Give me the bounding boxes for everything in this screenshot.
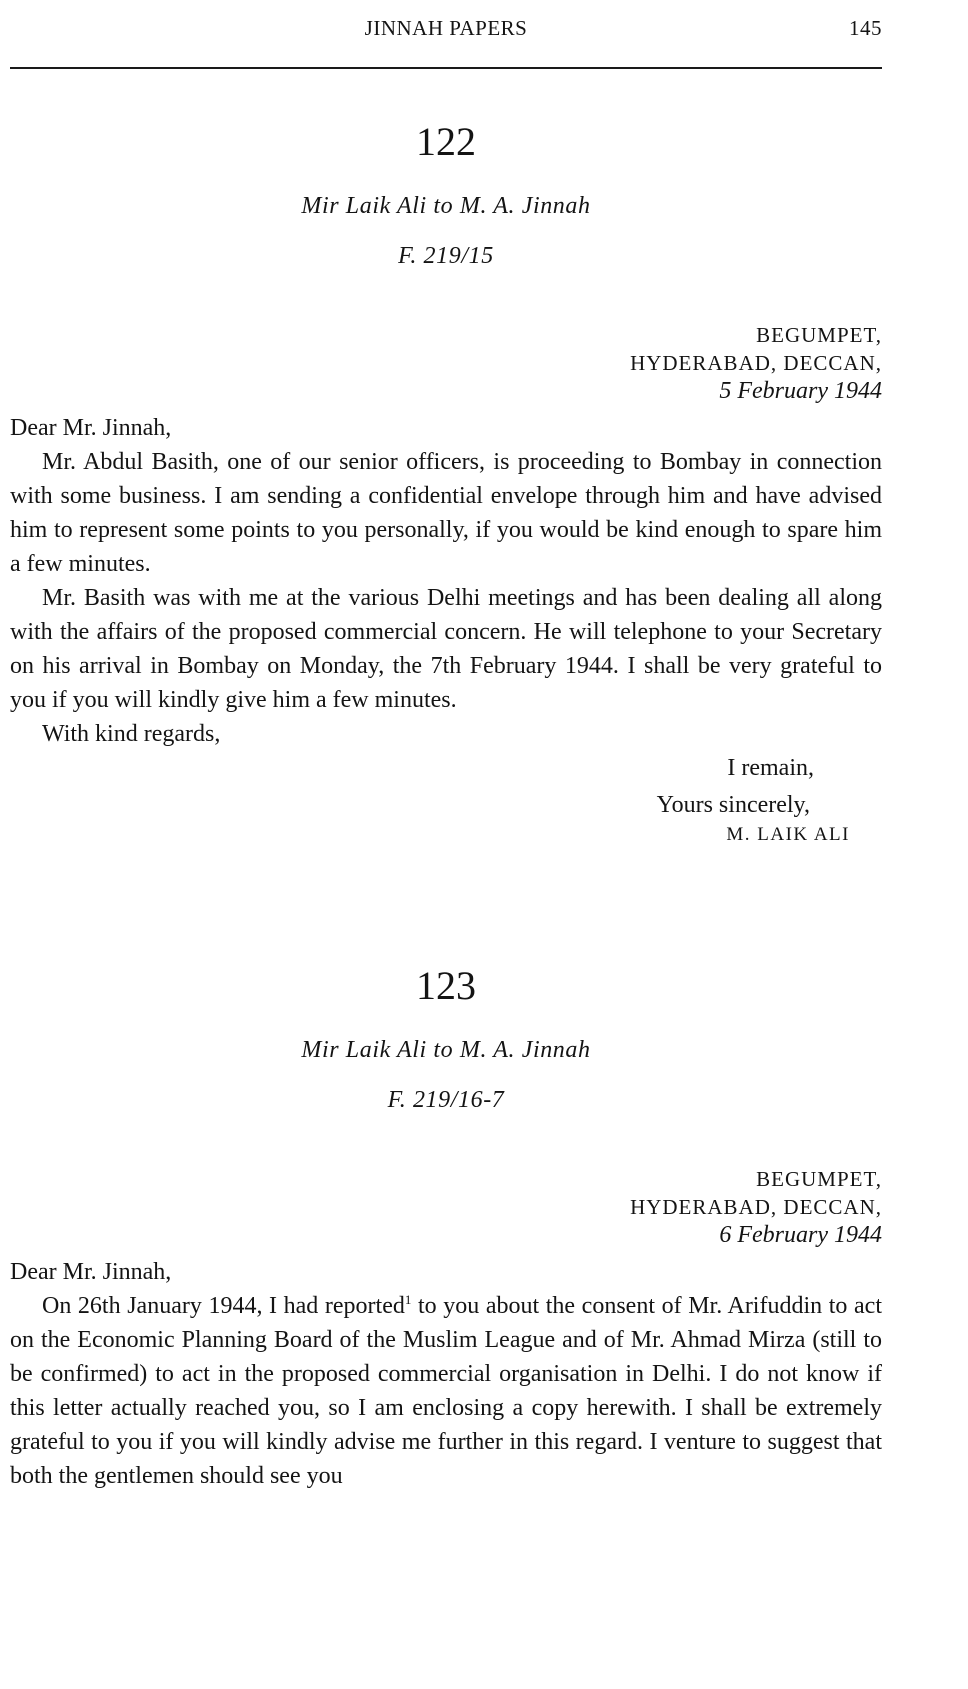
signoff <box>10 751 882 843</box>
signature: M. LAIK ALI <box>726 824 850 845</box>
letter-123 <box>10 962 882 1493</box>
file-reference: F. 219/16-7 <box>387 1087 505 1113</box>
salutation: Dear Mr. Jinnah, <box>10 415 172 441</box>
running-title: JINNAH PAPERS <box>364 16 528 40</box>
address-line: HYDERABAD, DECCAN, <box>630 1195 882 1219</box>
page-number: 145 <box>849 16 882 40</box>
letter-122 <box>10 118 882 843</box>
salutation: Dear Mr. Jinnah, <box>10 1259 172 1285</box>
header-rule <box>10 67 882 69</box>
paragraph-text: to you about the consent of Mr. Arifuddin to act on the Economic Planning Board of the Muslim League and of Mr. Ahmad Mirza (still to be confirmed) to act in the proposed commercial organisation in Delhi. I do not know if this letter actually reached you, so I am enclosing a copy herewith. I shall be extremely grateful to you if you will kindly advise me further in this regard. I venture to suggest that both the gentlemen should see you <box>10 1293 882 1489</box>
address-line: BEGUMPET, <box>756 323 882 347</box>
paragraph-text: On 26th January 1944, I had reported <box>42 1293 405 1319</box>
body-paragraph: Mr. Abdul Basith, one of our senior officers, is proceeding to Bombay in connection with some business. I am sending a confidential envelope through him and have advised him to represent some points to you personally, if you would be kind enough to spare him a few minutes. <box>10 449 882 577</box>
letter-date: 5 February 1944 <box>719 378 882 404</box>
address-line: BEGUMPET, <box>756 1167 882 1191</box>
running-header <box>10 16 882 46</box>
body-paragraph: Mr. Basith was with me at the various Delhi meetings and has been dealing all along with the affairs of the proposed commercial concern. He will telephone to your Secretary on his arrival in Bombay on Monday, the 7th February 1944. I shall be very grateful to you if you will kindly give him a few minutes. <box>10 585 882 713</box>
document-title: Mir Laik Ali to M. A. Jinnah <box>301 193 591 219</box>
document-number: 123 <box>416 963 476 1008</box>
closing: With kind regards, <box>42 721 221 747</box>
file-reference: F. 219/15 <box>398 243 494 269</box>
remain-line: I remain, <box>727 755 814 781</box>
sender-address <box>10 321 882 405</box>
sender-address <box>10 1165 882 1249</box>
yours-line: Yours sincerely, <box>656 792 810 818</box>
document-number: 122 <box>416 119 476 164</box>
document-title: Mir Laik Ali to M. A. Jinnah <box>301 1037 591 1063</box>
footnote-marker[interactable]: 1 <box>404 1292 412 1307</box>
letter-date: 6 February 1944 <box>719 1222 882 1248</box>
address-line: HYDERABAD, DECCAN, <box>630 351 882 375</box>
body-paragraph <box>10 1289 882 1493</box>
